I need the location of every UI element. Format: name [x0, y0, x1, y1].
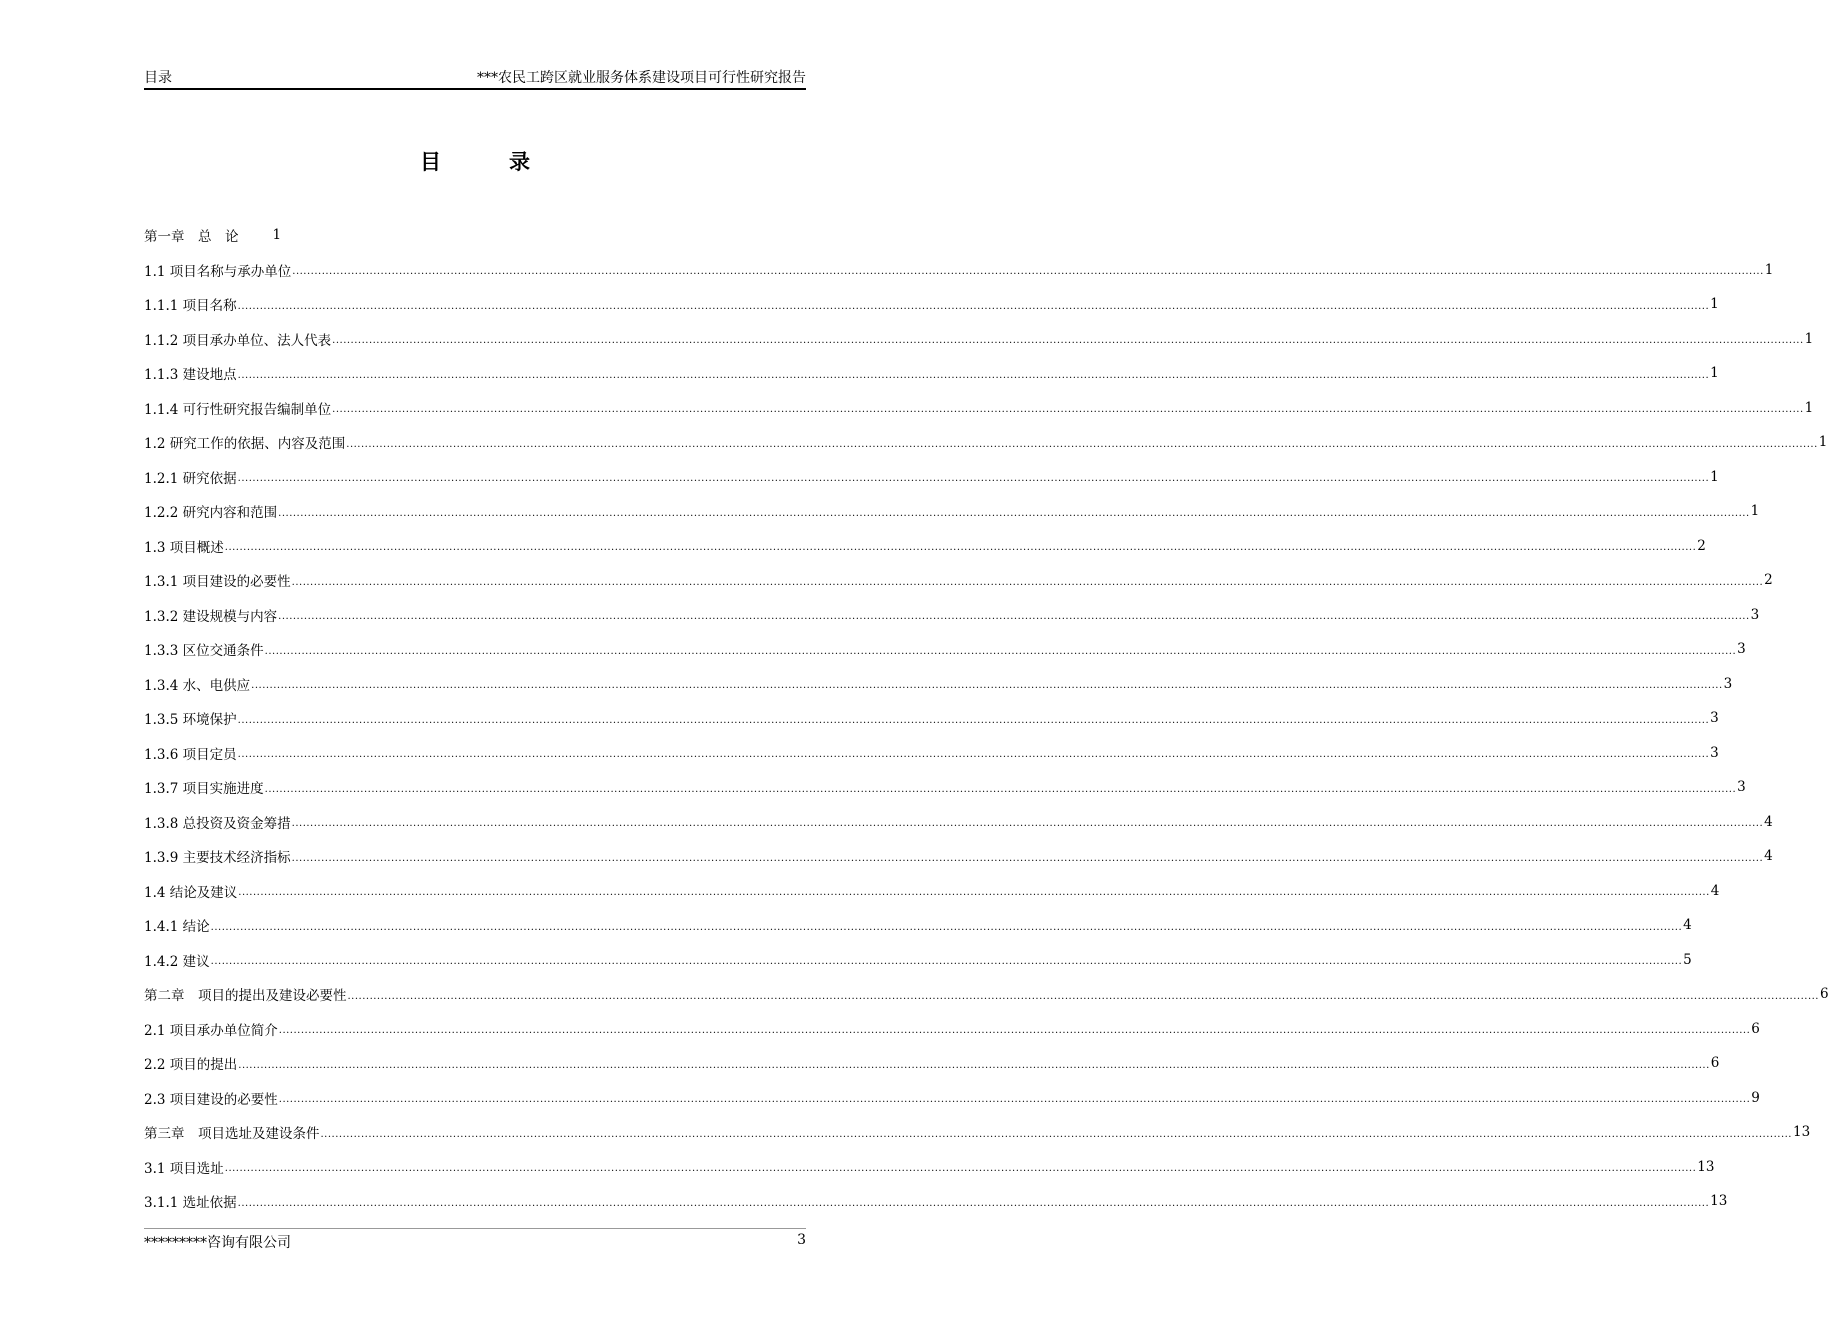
toc-entry-label: 1.3.8 总投资及资金筹措: [144, 815, 291, 832]
toc-leader-dots: ................................................................................................................................................................................................................................................................................................................................................................................................................: [238, 887, 1710, 899]
toc-entry[interactable]: [144, 1115, 1811, 1150]
toc-entry-label: 1.1.3 建设地点: [144, 367, 237, 384]
toc-leader-dots: ................................................................................................................................................................................................................................................................................................................................................................................................................: [332, 404, 1804, 416]
toc-entry-label: 第一章 总 论: [144, 229, 239, 246]
toc-entry[interactable]: [144, 425, 1828, 460]
toc-entry-page: 6: [1751, 1020, 1760, 1037]
toc-entry-page: 3: [1710, 710, 1719, 727]
toc-entry-page: 1: [1764, 261, 1774, 278]
page-title: 目录: [420, 149, 598, 174]
toc-entry[interactable]: [144, 494, 1760, 529]
toc-leader-dots: ................................................................................................................................................................................................................................................................................................................................................................................................................: [291, 852, 1764, 864]
toc-leader-dots: ................................................................................................................................................................................................................................................................................................................................................................................................................: [237, 369, 1710, 381]
toc-entry[interactable]: [144, 391, 1814, 426]
toc-leader-dots: ................................................................................................................................................................................................................................................................................................................................................................................................................: [237, 749, 1710, 761]
toc-leader-dots: ................................................................................................................................................................................................................................................................................................................................................................................................................: [210, 921, 1683, 933]
toc-entry[interactable]: [144, 805, 1773, 840]
footer-divider: [144, 1228, 806, 1229]
toc-leader-dots: ................................................................................................................................................................................................................................................................................................................................................................................................................: [320, 1128, 1792, 1140]
toc-entry[interactable]: [144, 1150, 1715, 1185]
toc-entry-page: 4: [1710, 882, 1720, 899]
toc-leader-dots: ................................................................................................................................................................................................................................................................................................................................................................................................................: [237, 473, 1710, 485]
toc-entry-label: 1.3.6 项目定员: [144, 746, 237, 763]
toc-leader-dots: ................................................................................................................................................................................................................................................................................................................................................................................................................: [237, 300, 1710, 312]
toc-entry-page: 1: [1818, 434, 1828, 451]
toc-leader-dots: ................................................................................................................................................................................................................................................................................................................................................................................................................: [224, 1163, 1697, 1175]
toc-entry[interactable]: [144, 322, 1814, 357]
toc-entry-page: 1: [1804, 330, 1814, 347]
toc-leader-dots: ................................................................................................................................................................................................................................................................................................................................................................................................................: [291, 818, 1764, 830]
toc-entry-page: 6: [1710, 1055, 1720, 1072]
toc-entry-label: 2.1 项目承办单位简介: [144, 1022, 278, 1039]
toc-entry[interactable]: [144, 529, 1706, 564]
toc-entry-page: 13: [1697, 1158, 1715, 1175]
toc-entry[interactable]: [144, 287, 1719, 322]
toc-entry-label: 1.3 项目概述: [144, 539, 224, 556]
toc-entry-page: 13: [1792, 1124, 1811, 1141]
toc-entry-label: 1.2.2 研究内容和范围: [144, 505, 278, 522]
toc-leader-dots: ................................................................................................................................................................................................................................................................................................................................................................................................................: [264, 645, 1737, 657]
footer-company: *********咨询有限公司: [144, 1235, 291, 1251]
toc-entry-label: 3.1.1 选址依据: [144, 1195, 237, 1212]
toc-entry-label: 1.1.4 可行性研究报告编制单位: [144, 401, 332, 418]
header-document-title: ***农民工跨区就业服务体系建设项目可行性研究报告: [477, 70, 806, 86]
toc-entry-page: 3: [1737, 641, 1746, 658]
toc-entry-page: 2: [1697, 537, 1706, 554]
toc-entry[interactable]: [144, 218, 806, 253]
toc-entry-page: 1: [1804, 399, 1814, 416]
toc-leader-dots: ................................................................................................................................................................................................................................................................................................................................................................................................................: [210, 956, 1683, 968]
toc-entry-page: 4: [1764, 848, 1773, 865]
toc-leader-dots: ................................................................................................................................................................................................................................................................................................................................................................................................................: [292, 266, 1764, 278]
toc-entry[interactable]: [144, 977, 1829, 1012]
toc-entry[interactable]: [144, 908, 1692, 943]
toc-entry-label: 1.3.2 建设规模与内容: [144, 608, 278, 625]
toc-entry[interactable]: [144, 839, 1773, 874]
toc-entry[interactable]: [144, 563, 1773, 598]
toc-leader-dots: ................................................................................................................................................................................................................................................................................................................................................................................................................: [264, 783, 1737, 795]
toc-leader-dots: ................................................................................................................................................................................................................................................................................................................................................................................................................: [238, 1059, 1710, 1071]
toc-entry-label: 1.4.1 结论: [144, 919, 210, 936]
toc-leader-dots: ................................................................................................................................................................................................................................................................................................................................................................................................................: [278, 1094, 1751, 1106]
toc-leader-dots: ................................................................................................................................................................................................................................................................................................................................................................................................................: [224, 542, 1697, 554]
toc-entry-label: 1.1.2 项目承办单位、法人代表: [144, 332, 332, 349]
toc-entry-page: 1: [272, 227, 282, 244]
toc-entry-page: 4: [1764, 813, 1773, 830]
toc-entry-page: 2: [1764, 572, 1773, 589]
toc-leader-dots: ................................................................................................................................................................................................................................................................................................................................................................................................................: [237, 714, 1710, 726]
toc-entry-label: 1.3.5 环境保护: [144, 712, 237, 729]
toc-entry-label: 2.2 项目的提出: [144, 1057, 238, 1074]
page-header: [144, 66, 806, 90]
toc-entry-page: 1: [1710, 296, 1719, 313]
toc-entry-page: 1: [1710, 468, 1719, 485]
toc-entry-label: 1.3.7 项目实施进度: [144, 781, 264, 798]
table-of-contents: [144, 218, 1829, 1219]
toc-entry[interactable]: [144, 253, 1774, 288]
toc-entry[interactable]: [144, 598, 1760, 633]
toc-entry-label: 1.3.4 水、电供应: [144, 677, 251, 694]
toc-entry-page: 3: [1723, 675, 1733, 692]
toc-entry[interactable]: [144, 874, 1720, 909]
toc-entry-page: 1: [1710, 365, 1719, 382]
toc-entry[interactable]: [144, 460, 1719, 495]
toc-leader-dots: ................................................................................................................................................................................................................................................................................................................................................................................................................: [278, 507, 1750, 519]
toc-entry-page: 1: [1750, 503, 1760, 520]
toc-entry[interactable]: [144, 943, 1692, 978]
toc-entry[interactable]: [144, 1184, 1728, 1219]
toc-entry-page: 13: [1710, 1193, 1728, 1210]
toc-entry-label: 1.2 研究工作的依据、内容及范围: [144, 436, 346, 453]
toc-entry-label: 第三章 项目选址及建设条件: [144, 1126, 320, 1143]
toc-leader-dots: ................................................................................................................................................................................................................................................................................................................................................................................................................: [278, 611, 1750, 623]
footer-page-number: 3: [797, 1232, 806, 1248]
toc-entry[interactable]: [144, 356, 1719, 391]
toc-entry[interactable]: [144, 1046, 1720, 1081]
toc-leader-dots: ................................................................................................................................................................................................................................................................................................................................................................................................................: [251, 680, 1723, 692]
toc-entry-label: 第二章 项目的提出及建设必要性: [144, 988, 347, 1005]
toc-entry-label: 1.1 项目名称与承办单位: [144, 263, 292, 280]
toc-entry-label: 1.3.1 项目建设的必要性: [144, 574, 291, 591]
toc-leader-dots: ................................................................................................................................................................................................................................................................................................................................................................................................................: [237, 1197, 1710, 1209]
toc-entry-label: 2.3 项目建设的必要性: [144, 1091, 278, 1108]
toc-entry-page: 5: [1683, 951, 1692, 968]
toc-entry[interactable]: [144, 770, 1746, 805]
toc-entry-label: 1.2.1 研究依据: [144, 470, 237, 487]
toc-entry[interactable]: [144, 632, 1746, 667]
toc-entry-page: 4: [1683, 917, 1692, 934]
toc-entry-page: 3: [1710, 744, 1719, 761]
toc-leader-dots: ................................................................................................................................................................................................................................................................................................................................................................................................................: [347, 990, 1819, 1002]
toc-entry-label: 3.1 项目选址: [144, 1160, 224, 1177]
toc-leader-dots: ................................................................................................................................................................................................................................................................................................................................................................................................................: [291, 576, 1764, 588]
toc-entry-label: 1.3.3 区位交通条件: [144, 643, 264, 660]
toc-entry-page: 6: [1819, 986, 1829, 1003]
toc-entry[interactable]: [144, 1081, 1760, 1116]
toc-entry-label: 1.4.2 建议: [144, 953, 210, 970]
toc-entry[interactable]: [144, 1012, 1760, 1047]
toc-entry-label: 1.3.9 主要技术经济指标: [144, 850, 291, 867]
toc-leader-dots: ................................................................................................................................................................................................................................................................................................................................................................................................................: [332, 335, 1804, 347]
toc-entry[interactable]: [144, 736, 1719, 771]
toc-entry-page: 9: [1751, 1089, 1760, 1106]
toc-entry-page: 3: [1750, 606, 1760, 623]
toc-leader-dots: ................................................................................................................................................................................................................................................................................................................................................................................................................: [278, 1025, 1751, 1037]
toc-entry-label: 1.4 结论及建议: [144, 884, 238, 901]
toc-entry-label: 1.1.1 项目名称: [144, 298, 237, 315]
toc-entry-page: 3: [1737, 779, 1746, 796]
toc-leader-dots: ................................................................................................................................................................................................................................................................................................................................................................................................................: [346, 438, 1818, 450]
toc-entry[interactable]: [144, 667, 1733, 702]
header-section-label: 目录: [144, 70, 172, 86]
toc-entry[interactable]: [144, 701, 1719, 736]
